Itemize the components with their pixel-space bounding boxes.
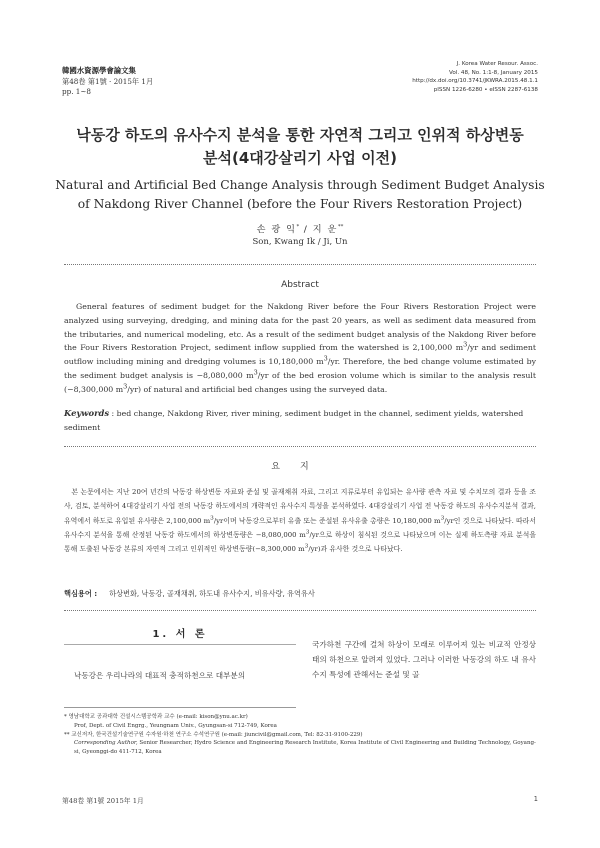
korean-keywords-label: 핵심용어 : <box>64 589 98 598</box>
author2-ko: 지 운 <box>312 224 338 235</box>
english-authors: Son, Kwang Ik / Ji, Un <box>252 237 348 247</box>
unit-exponent: 3 <box>304 543 309 550</box>
footnote-2-korean: ** 교신저자, 한국건설기술연구원 수자원·하천 연구소 수석연구원 (e-mail: jiuncivil@gmail.com, Tel: 82-31-9100-229) <box>64 731 363 738</box>
author-separator: / <box>299 224 313 235</box>
abstract-part1: General features of sediment budget for the Nakdong River before the Four Rivers Restoration Project were analyzed using surveying, dredging, and mining data for the past 20 years, as well as sediment data measured from the tributaries, and numerical modeling, etc. As a result of the sediment budget analysis of the Nakdong River before the Four Rivers Restoration Project, sediment inflow supplied from the watershed is 2,100,000 m <box>64 302 536 353</box>
author1-mark: * <box>296 223 300 230</box>
korean-title-line1: 낙동강 하도의 유사수지 분석을 통한 자연적 그리고 인위적 하상변동 <box>76 126 524 144</box>
unit-exponent: 3 <box>123 382 128 391</box>
korean-abstract-part3: /yr인 것으로 나타났다. 따라서 유사수지 분석을 통해 산정된 낙동강 하도에서의 하상변동량은 −8,080,000 m <box>64 516 536 539</box>
abstract-part4: /yr of the bed erosion volume which is similar to the analysis result (−8,300,000 m <box>64 370 537 394</box>
footnote-2-english <box>64 739 536 757</box>
section-heading-introduction: 1. 서 론 <box>152 629 208 640</box>
unit-exponent: 3 <box>305 529 310 536</box>
footnote-1-english: Prof, Dept. of Civil Engrg., Yeungnam Univ., Gyungsan-si 712-749, Korea <box>74 722 277 729</box>
issn: pISSN 1226-6280 • eISSN 2287-6138 <box>433 86 538 93</box>
divider-bottom <box>64 610 536 611</box>
volume-info: Vol. 48, No. 1:1-8, January 2015 <box>448 69 538 76</box>
keywords-label: Keywords <box>64 408 110 418</box>
divider-top <box>64 264 536 265</box>
author2-mark: ** <box>337 223 344 230</box>
volume-issue: 第48卷 第1號 · 2015年 1月 <box>62 76 154 86</box>
korean-abstract-part2: /yr이며 낙동강으로부터 유출 또는 준설된 유사유출 총량은 10,180,000 m <box>213 516 441 525</box>
english-title-line1: Natural and Artificial Bed Change Analysis through Sediment Budget Analysis <box>55 178 545 192</box>
intro-right-column: 국가하천 구간에 걸쳐 하상이 모래로 이루어져 있는 비교적 안정상태의 하천으로 알려져 있었다. 그러나 이러한 낙동강의 하도 내 유사수지 특성에 관해서는 준설 및 골 <box>312 640 536 679</box>
footnote-1-korean: * 영남대학교 공과대학 건설시스템공학과 교수 (e-mail: kison@ynu.ac.kr) <box>64 714 248 720</box>
unit-exponent: 3 <box>323 354 328 363</box>
journal-header-right <box>412 60 538 94</box>
keywords-text: bed change, Nakdong River, river mining, sediment budget in the channel, sediment yields, watershed sediment <box>64 409 524 432</box>
korean-abstract-part4: /yr으로 하상이 침식된 것으로 나타났으며 이는 실제 하도측량 자료 분석을 통해 도출된 낙동강 본류의 자연적 그리고 인위적인 하상변동량(−8,300,000 m <box>64 530 536 554</box>
intro-left-column: 낙동강은 우리나라의 대표적 충적하천으로 대부분의 <box>74 671 246 680</box>
footer-volume: 第48卷 第1號 2015年 1月 <box>62 797 144 805</box>
page-range: pp. 1~8 <box>62 87 91 96</box>
abstract-text <box>64 300 536 397</box>
journal-name: 韓國水資源學會論文集 <box>62 66 136 75</box>
unit-exponent: 3 <box>253 368 258 377</box>
footnote-2-english-text: Senior Researcher, Hydro Science and Engineering Research Institute, Korea Institute of Civil Engineering and Building Technology, Goyang-si, Gyeonggi-do 411-712, Korea <box>74 740 536 756</box>
korean-abstract-part1: 본 논문에서는 지난 20여 년간의 낙동강 하상변동 자료와 준설 및 골재채취 자료, 그리고 지류로부터 유입되는 유사량 관측 자료 및 수치모의 결과 등을 조사, 검토, 분석하여 4대강살리기 사업 전의 낙동강 하도에서의 개략적인 유사수지 특성을 분석하였다. 4대강살리기 사업 전 낙동강 하도의 유사수지분석 결과, 유역에서 하도로 유입된 유사량은 2,100,000 m <box>64 488 536 525</box>
korean-abstract-text <box>64 485 536 556</box>
korean-keywords <box>64 589 536 599</box>
divider-middle <box>64 446 536 447</box>
korean-abstract-part5: /yr)과 유사한 것으로 나타났다. <box>308 545 403 554</box>
korean-title-line2: 분석(4대강살리기 사업 이전) <box>203 149 397 167</box>
section-heading-rule <box>64 644 296 645</box>
english-title-line2: of Nakdong River Channel (before the Four Rivers Restoration Project) <box>77 197 523 211</box>
journal-header-left <box>62 66 153 98</box>
unit-exponent: 3 <box>210 515 214 522</box>
page-number: 1 <box>533 795 538 803</box>
keywords <box>64 406 536 435</box>
corresponding-author-label: Corresponding Author, <box>74 740 138 747</box>
footnote-rule <box>64 707 296 708</box>
unit-exponent: 3 <box>463 340 468 349</box>
english-title <box>30 176 570 214</box>
journal-abbrev: J. Korea Water Resour. Assoc. <box>456 61 538 67</box>
abstract-part2: /yr and sediment outflow including mining and dredging volumes is 10,180,000 m <box>64 343 536 367</box>
footnotes <box>64 713 536 757</box>
abstract-heading: Abstract <box>281 280 319 290</box>
author1-ko: 손 광 익 <box>256 224 297 235</box>
keywords-separator: : <box>109 409 117 418</box>
korean-keywords-text: 하상변화, 낙동강, 골재채취, 하도내 유사수지, 비유사량, 유역유사 <box>109 589 315 598</box>
korean-title <box>30 124 570 170</box>
abstract-part5: /yr) of natural and artificial bed changes using the surveyed data. <box>127 384 388 394</box>
unit-exponent: 3 <box>440 515 445 522</box>
korean-authors <box>0 221 600 235</box>
korean-abstract-heading: 요지 <box>271 462 329 472</box>
abstract-part3: /yr. Therefore, the bed change volume estimated by the sediment budget analysis is −8,080,000 m <box>64 357 536 380</box>
doi-link[interactable]: http://dx.doi.org/10.3741/JKWRA.2015.48.1.1 <box>412 78 538 85</box>
